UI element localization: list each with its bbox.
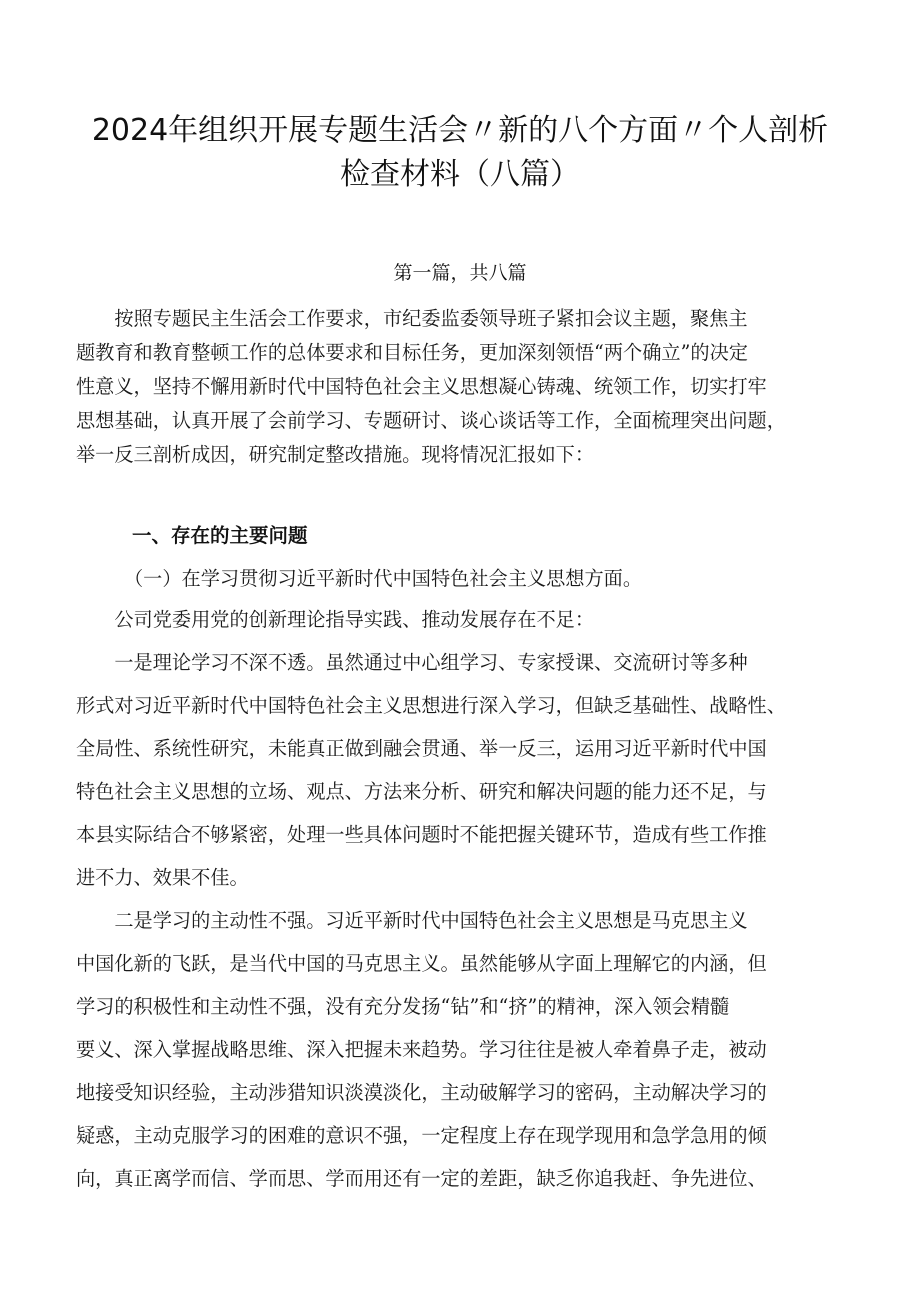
paragraph-one-line: 全局性、系统性研究，未能真正做到融会贯通、举一反三，运用习近平新时代中国 — [76, 737, 767, 760]
subheading-study-thought: （一）在学习贯彻习近平新时代中国特色社会主义思想方面。 — [76, 567, 643, 590]
paragraph-one-line: 进不力、效果不佳。 — [76, 866, 249, 889]
section-heading: 第一篇，共八篇 — [393, 262, 527, 284]
paragraph-two-line: 要义、深入掌握战略思维、深入把握未来趋势。学习往往是被人牵着鼻子走，被动 — [76, 1038, 767, 1061]
paragraph-two-line: 二是学习的主动性不强。习近平新时代中国特色社会主义思想是马克思主义 — [76, 909, 748, 932]
paragraph-one-line: 本县实际结合不够紧密，处理一些具体问题时不能把握关键环节，造成有些工作推 — [76, 823, 767, 846]
intro-line: 性意义，坚持不懈用新时代中国特色社会主义思想凝心铸魂、统领工作，切实打牢 — [76, 375, 767, 398]
heading-main-problems: 一、存在的主要问题 — [132, 524, 308, 547]
paragraph-one-line: 特色社会主义思想的立场、观点、方法来分析、研究和解决问题的能力还不足，与 — [76, 780, 767, 803]
intro-line: 题教育和教育整顿工作的总体要求和目标任务，更加深刻领悟“两个确立”的决定 — [76, 341, 748, 364]
paragraph-two-line: 中国化新的飞跃，是当代中国的马克思主义。虽然能够从字面上理解它的内涵，但 — [76, 952, 767, 975]
intro-line: 按照专题民主生活会工作要求，市纪委监委领导班子紧扣会议主题，聚焦主 — [76, 307, 748, 330]
document-title-line-1: 2024年组织开展专题生活会〃新的八个方面〃个人剖析 — [91, 113, 829, 148]
intro-line: 思想基础，认真开展了会前学习、专题研讨、谈心谈话等工作，全面梳理突出问题， — [76, 409, 786, 432]
paragraph-two-line: 学习的积极性和主动性不强，没有充分发扬“钻”和“挤”的精神，深入领会精髓 — [76, 995, 730, 1018]
paragraph-two-line: 地接受知识经验，主动涉猎知识淡漠淡化，主动破解学习的密码，主动解决学习的 — [76, 1081, 767, 1104]
paragraph-two-line: 疑惑，主动克服学习的困难的意识不强，一定程度上存在现学现用和急学急用的倾 — [76, 1124, 767, 1147]
paragraph-one-line: 一是理论学习不深不透。虽然通过中心组学习、专家授课、交流研讨等多种 — [76, 651, 748, 674]
paragraph-one-line: 形式对习近平新时代中国特色社会主义思想进行深入学习，但缺乏基础性、战略性、 — [76, 694, 786, 717]
paragraph-two-line: 向，真正离学而信、学而思、学而用还有一定的差距，缺乏你追我赶、争先进位、 — [76, 1167, 767, 1190]
document-title-line-2: 检查材料（八篇） — [340, 157, 580, 192]
paragraph-company: 公司党委用党的创新理论指导实践、推动发展存在不足： — [76, 608, 595, 631]
intro-line: 举一反三剖析成因，研究制定整改措施。现将情况汇报如下： — [76, 443, 595, 466]
